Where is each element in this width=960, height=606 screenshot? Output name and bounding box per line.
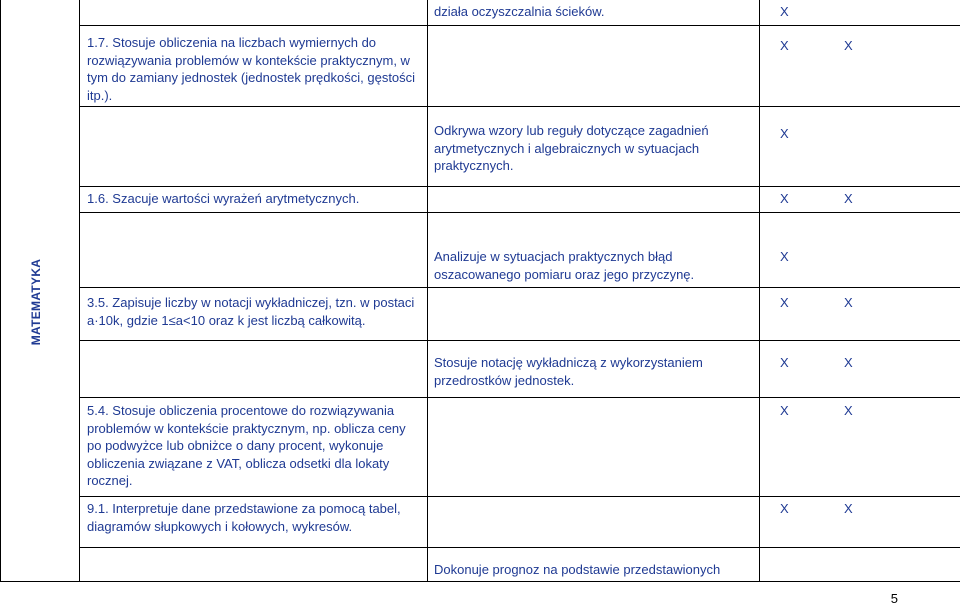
mark-1: X — [780, 38, 789, 53]
effect-text: Odkrywa wzory lub reguły dotyczące zagadnień arytmetycznych i algebraicznych w sytuacjach praktycznych. — [434, 123, 709, 173]
mark-2: X — [844, 295, 853, 310]
mark-2: X — [844, 403, 853, 418]
grid-line — [79, 186, 960, 187]
grid-line — [427, 0, 428, 582]
requirement-text: 3.5. Zapisuje liczby w notacji wykładniczej, tzn. w postaci a·10k, gdzie 1≤a<10 oraz k jest liczbą całkowitą. — [87, 295, 415, 328]
grid-line — [79, 397, 960, 398]
mark-1: X — [780, 126, 789, 141]
requirement-text: 1.7. Stosuje obliczenia na liczbach wymiernych do rozwiązywania problemów w kontekście praktycznym, w tym do zamiany jednostek (jednostek prędkości, gęstości itp.). — [87, 35, 416, 103]
mark-1: X — [780, 403, 789, 418]
grid-line — [79, 25, 960, 26]
mark-2: X — [844, 191, 853, 206]
grid-line — [79, 106, 960, 107]
grid-line — [759, 0, 760, 582]
grid-line — [0, 581, 960, 582]
mark-1: X — [780, 4, 789, 19]
mark-2: X — [844, 355, 853, 370]
grid-line — [79, 212, 960, 213]
mark-1: X — [780, 249, 789, 264]
effect-text: Stosuje notację wykładniczą z wykorzystaniem przedrostków jednostek. — [434, 355, 703, 388]
grid-line — [79, 340, 960, 341]
requirement-text: 1.6. Szacuje wartości wyrażeń arytmetycznych. — [87, 191, 360, 206]
grid-line — [0, 0, 1, 582]
page-number: 5 — [890, 591, 898, 606]
mark-2: X — [844, 38, 853, 53]
effect-text: Analizuje w sytuacjach praktycznych błąd oszacowanego pomiaru oraz jego przyczynę. — [434, 249, 695, 282]
mark-1: X — [780, 295, 789, 310]
requirement-text: 5.4. Stosuje obliczenia procentowe do rozwiązywania problemów w kontekście praktycznym, np. oblicza ceny po podwyżce lub obniżce o dany procent, wykonuje obliczenia związane z VAT, oblicza odsetki dla lokaty rocznej. — [87, 403, 406, 488]
mark-1: X — [780, 191, 789, 206]
subject-label: MATEMATYKA — [29, 258, 43, 346]
grid-line — [79, 0, 80, 582]
effect-text: Dokonuje prognoz na podstawie przedstawionych — [434, 562, 721, 577]
effect-text: działa oczyszczalnia ścieków. — [434, 4, 605, 19]
grid-line — [79, 547, 960, 548]
mark-1: X — [780, 355, 789, 370]
grid-line — [79, 496, 960, 497]
mark-1: X — [780, 501, 789, 516]
mark-2: X — [844, 501, 853, 516]
requirement-text: 9.1. Interpretuje dane przedstawione za pomocą tabel, diagramów słupkowych i kołowych, wykresów. — [87, 501, 401, 534]
grid-line — [79, 287, 960, 288]
